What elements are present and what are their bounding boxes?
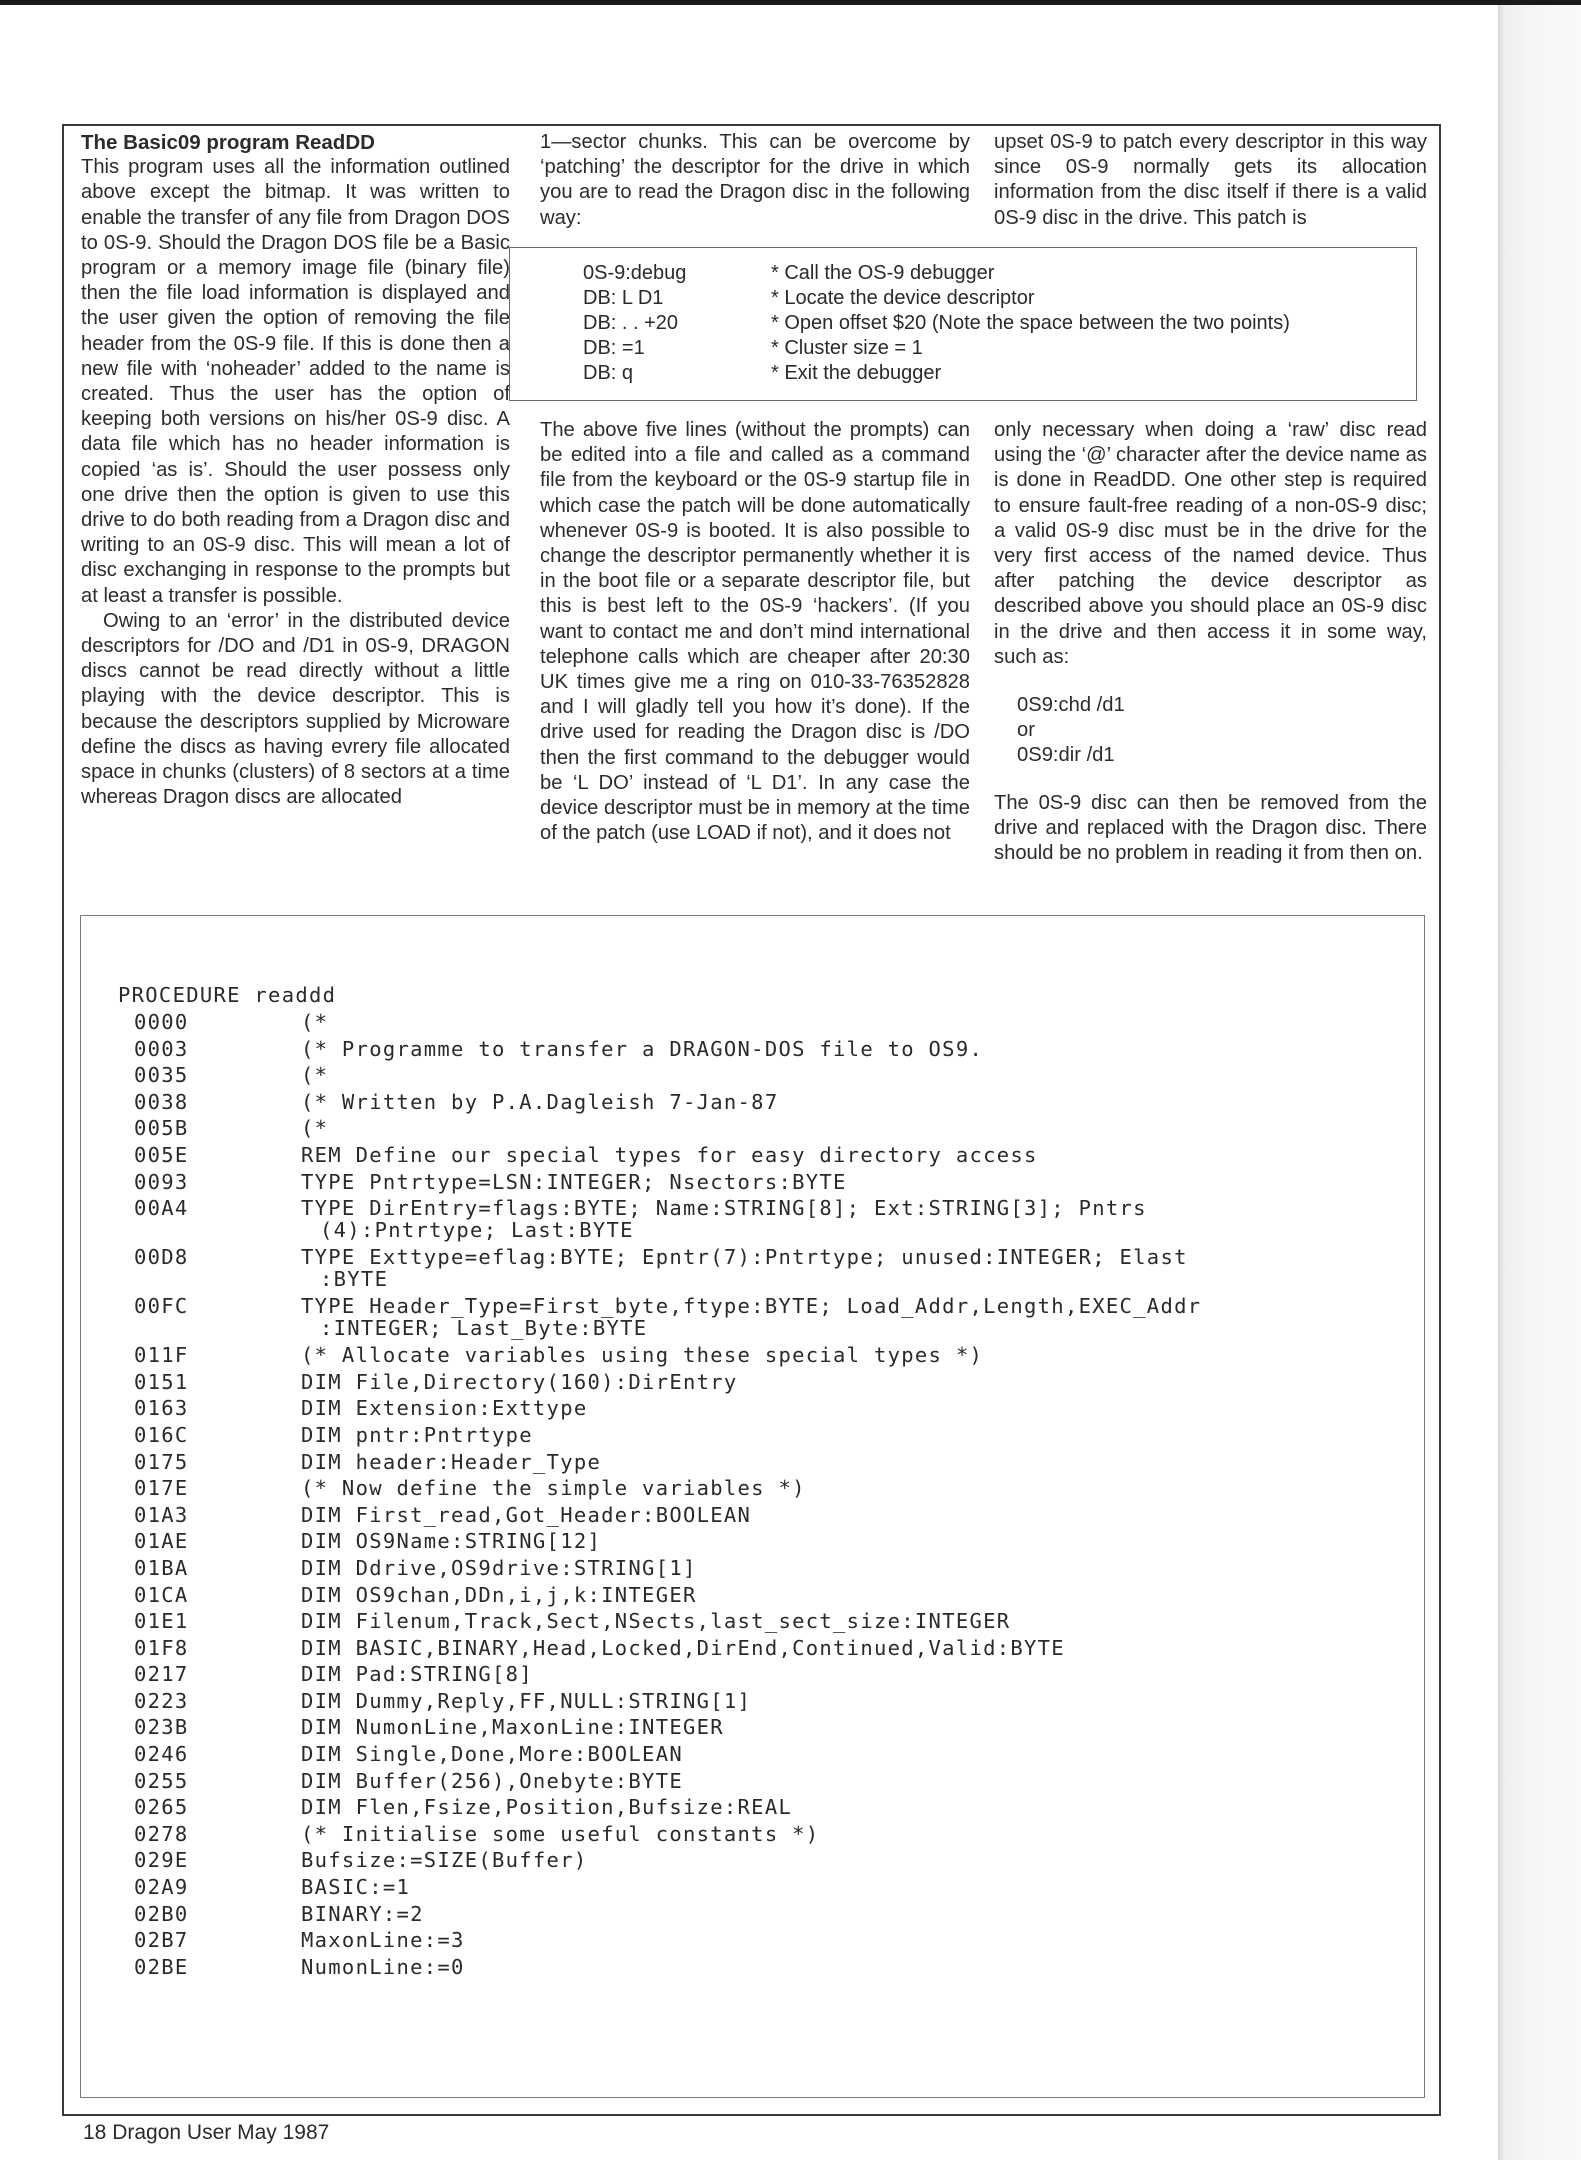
code-line bbox=[118, 1821, 1430, 1848]
debug-command: DB: =1 bbox=[583, 337, 645, 359]
paragraph: upset 0S-9 to patch every descriptor in this way since 0S-9 normally gets its allocation information from the disc itself if there is a valid 0S-9 disc in the drive. This patch is bbox=[994, 131, 1427, 229]
debug-comment: * Open offset $20 (Note the space between the two points) bbox=[771, 312, 1290, 334]
line-address: 017E bbox=[134, 1476, 189, 1501]
line-code: DIM NumonLine,MaxonLine:INTEGER bbox=[301, 1715, 724, 1740]
debug-row bbox=[510, 261, 1416, 286]
line-address: 01CA bbox=[134, 1582, 189, 1607]
code-line bbox=[118, 1475, 1430, 1502]
line-code: DIM Dummy,Reply,FF,NULL:STRING[1] bbox=[301, 1688, 752, 1713]
debug-command: 0S-9:debug bbox=[583, 262, 687, 284]
debug-comment: * Locate the device descriptor bbox=[771, 287, 1035, 309]
line-code: DIM OS9Name:STRING[12] bbox=[301, 1529, 602, 1554]
code-line bbox=[118, 1169, 1430, 1196]
line-address: 0265 bbox=[134, 1795, 189, 1820]
line-address: 0000 bbox=[134, 1010, 189, 1034]
code-line bbox=[118, 1369, 1430, 1396]
line-code: TYPE Header_Type=First_byte,ftype:BYTE; Load_Addr,Length,EXEC_Addr bbox=[301, 1294, 1202, 1319]
line-code: (* bbox=[301, 1116, 329, 1141]
code-line bbox=[118, 1901, 1430, 1928]
debug-row bbox=[510, 286, 1416, 311]
line-address: 023B bbox=[134, 1715, 189, 1740]
code-line bbox=[118, 1954, 1430, 1981]
line-code: (* bbox=[301, 1063, 329, 1088]
line-address: 011F bbox=[134, 1343, 189, 1368]
code-line bbox=[118, 1794, 1430, 1821]
line-code: BASIC:=1 bbox=[301, 1875, 411, 1900]
code-line bbox=[118, 1036, 1430, 1063]
line-address: 00A4 bbox=[134, 1196, 189, 1221]
line-code: (* bbox=[301, 1010, 329, 1034]
code-line bbox=[118, 1195, 1430, 1244]
line-address: 016C bbox=[134, 1422, 189, 1447]
debug-row bbox=[510, 361, 1416, 386]
line-code: DIM First_read,Got_Header:BOOLEAN bbox=[301, 1502, 752, 1527]
line-address: 01BA bbox=[134, 1555, 189, 1580]
line-address: 0151 bbox=[134, 1369, 189, 1394]
debug-comment: * Exit the debugger bbox=[771, 362, 942, 384]
code-line bbox=[118, 1661, 1430, 1688]
paragraph: Owing to an ‘error’ in the distributed device descriptors for /DO and /D1 in 0S-9, DRAGON discs cannot be read directly without a little playing with the device descriptor. This is because the descriptors supplied by Microware define the discs as having evrery file allocated space in chunks (clusters) of 8 sectors at a time whereas Dragon discs are allocated bbox=[81, 609, 510, 809]
line-code: (* Initialise some useful constants *) bbox=[301, 1821, 820, 1846]
column-2-bottom bbox=[540, 418, 970, 846]
line-code: DIM Buffer(256),Onebyte:BYTE bbox=[301, 1768, 683, 1793]
os9-command-examples bbox=[1017, 693, 1427, 769]
debug-command: DB: . . +20 bbox=[583, 312, 679, 334]
line-address: 0278 bbox=[134, 1821, 189, 1846]
paragraph: The 0S-9 disc can then be removed from the drive and replaced with the Dragon disc. There should be no problem in reading it from then on. bbox=[994, 791, 1427, 865]
line-address: 0255 bbox=[134, 1768, 189, 1793]
line-code: DIM Pad:STRING[8] bbox=[301, 1662, 533, 1687]
code-line bbox=[118, 1089, 1430, 1116]
code-line bbox=[118, 1062, 1430, 1089]
line-code: DIM File,Directory(160):DirEntry bbox=[301, 1369, 738, 1394]
line-address: 02BE bbox=[134, 1954, 189, 1979]
line-code: (* Programme to transfer a DRAGON-DOS file to OS9. bbox=[301, 1036, 984, 1061]
line-address: 0003 bbox=[134, 1036, 189, 1061]
line-code: DIM Flen,Fsize,Position,Bufsize:REAL bbox=[301, 1795, 793, 1820]
code-line bbox=[118, 1608, 1430, 1635]
line-code-continuation: (4):Pntrtype; Last:BYTE bbox=[320, 1218, 634, 1243]
column-3-bottom bbox=[994, 418, 1427, 866]
article-heading: The Basic09 program ReadDD bbox=[81, 131, 375, 154]
line-code-continuation: :INTEGER; Last_Byte:BYTE bbox=[320, 1316, 648, 1341]
code-line bbox=[118, 1714, 1430, 1741]
line-code: DIM pntr:Pntrtype bbox=[301, 1422, 533, 1447]
code-line bbox=[118, 1142, 1430, 1169]
debugger-commands-box bbox=[509, 247, 1417, 401]
line-address: 0175 bbox=[134, 1449, 189, 1474]
line-code: NumonLine:=0 bbox=[301, 1954, 465, 1979]
line-code: MaxonLine:=3 bbox=[301, 1928, 465, 1953]
code-line bbox=[118, 1555, 1430, 1582]
code-line bbox=[118, 1009, 1430, 1036]
debug-comment: * Call the OS-9 debugger bbox=[771, 262, 995, 284]
column-1 bbox=[81, 130, 510, 810]
paragraph: The above five lines (without the prompts) can be edited into a file and called as a command file from the keyboard or the 0S-9 startup file in which case the patch will be done automatically whenever 0S-9 is booted. It is also possible to change the descriptor permanently whether it is in the boot file or a separate descriptor file, but this is best left to the 0S-9 ‘hackers’. (If you want to contact me and don’t mind international telephone calls which are cheaper after 20:30 UK times give me a ring on 010-33-76352828 and I will gladly tell you how it’s done). If the drive used for reading the Dragon disc is /DO then the first command to the debugger would be ‘L DO’ instead of ‘L D1’. In any case the device descriptor must be in memory at the time of the patch (use LOAD if not), and it does not bbox=[540, 419, 970, 845]
code-line bbox=[118, 1528, 1430, 1555]
debug-command: DB: L D1 bbox=[583, 287, 664, 309]
procedure-header: PROCEDURE readdd bbox=[118, 983, 337, 1007]
line-code: REM Define our special types for easy directory access bbox=[301, 1142, 1038, 1167]
code-line bbox=[118, 1502, 1430, 1529]
column-2-top bbox=[540, 130, 970, 231]
line-code: TYPE DirEntry=flags:BYTE; Name:STRING[8]; Ext:STRING[3]; Pntrs bbox=[301, 1196, 1147, 1221]
line-code: BINARY:=2 bbox=[301, 1901, 424, 1926]
paragraph: only necessary when doing a ‘raw’ disc read using the ‘@’ character after the device name as is done in ReadDD. One other step is required to ensure fault-free reading of a non-0S-9 disc; a valid 0S-9 disc must be in the drive for the very first access of the named device. Thus after patching the device descriptor as described above you should place an 0S-9 disc in the drive and then access it in some way, such as: bbox=[994, 419, 1427, 668]
code-line bbox=[118, 1768, 1430, 1795]
line-address: 0093 bbox=[134, 1169, 189, 1194]
line-code: (* Now define the simple variables *) bbox=[301, 1476, 806, 1501]
line-address: 02B7 bbox=[134, 1928, 189, 1953]
line-code: DIM OS9chan,DDn,i,j,k:INTEGER bbox=[301, 1582, 697, 1607]
line-address: 0038 bbox=[134, 1089, 189, 1114]
code-line bbox=[118, 1874, 1430, 1901]
line-address: 0246 bbox=[134, 1742, 189, 1767]
line-code: TYPE Pntrtype=LSN:INTEGER; Nsectors:BYTE bbox=[301, 1169, 847, 1194]
code-line bbox=[118, 1927, 1430, 1954]
page-edge-shadow bbox=[1498, 5, 1581, 2160]
line-address: 0163 bbox=[134, 1396, 189, 1421]
code-listing bbox=[118, 982, 1430, 1980]
scan-top-edge bbox=[0, 0, 1581, 5]
line-address: 00D8 bbox=[134, 1245, 189, 1270]
os9-command: 0S9:chd /d1 bbox=[1017, 694, 1125, 717]
line-address: 01A3 bbox=[134, 1502, 189, 1527]
debug-command: DB: q bbox=[583, 362, 634, 384]
code-line bbox=[118, 1582, 1430, 1609]
code-line bbox=[118, 1293, 1430, 1342]
line-code: DIM Single,Done,More:BOOLEAN bbox=[301, 1742, 683, 1767]
line-address: 01E1 bbox=[134, 1609, 189, 1634]
line-address: 0217 bbox=[134, 1662, 189, 1687]
os9-command: 0S9:dir /d1 bbox=[1017, 744, 1115, 767]
line-address: 029E bbox=[134, 1848, 189, 1873]
paragraph: This program uses all the information outlined above except the bitmap. It was written to enable the transfer of any file from Dragon DOS to 0S-9. Should the Dragon DOS file be a Basic program or a memory image file (binary file) then the file load information is displayed and the user given the option of removing the file header from the 0S-9 file. If this is done then a new file with ‘noheader’ added to the name is created. Thus the user has the option of keeping both versions on his/her 0S-9 disc. A data file which has no header information is copied ‘as is’. Should the user possess only one drive then the option is given to use this drive to do both reading from a Dragon disc and writing to an 0S-9 disc. This will mean a lot of disc exchanging in response to the prompts but at least a transfer is possible. bbox=[81, 156, 510, 607]
line-code: DIM Ddrive,OS9drive:STRING[1] bbox=[301, 1555, 697, 1580]
code-line bbox=[118, 1342, 1430, 1369]
line-code: DIM header:Header_Type bbox=[301, 1449, 602, 1474]
line-code: Bufsize:=SIZE(Buffer) bbox=[301, 1848, 588, 1873]
os9-command-separator: or bbox=[1017, 719, 1035, 742]
code-line bbox=[118, 1395, 1430, 1422]
line-code: DIM Extension:Exttype bbox=[301, 1396, 588, 1421]
line-code: DIM BASIC,BINARY,Head,Locked,DirEnd,Continued,Valid:BYTE bbox=[301, 1635, 1065, 1660]
code-line bbox=[118, 1688, 1430, 1715]
line-address: 01F8 bbox=[134, 1635, 189, 1660]
line-address: 02B0 bbox=[134, 1901, 189, 1926]
line-code: (* Allocate variables using these special types *) bbox=[301, 1343, 984, 1368]
debug-row bbox=[510, 311, 1416, 336]
debug-comment: * Cluster size = 1 bbox=[771, 337, 923, 359]
line-address: 0223 bbox=[134, 1688, 189, 1713]
debug-row bbox=[510, 336, 1416, 361]
line-address: 0035 bbox=[134, 1063, 189, 1088]
line-address: 00FC bbox=[134, 1294, 189, 1319]
line-code: DIM Filenum,Track,Sect,NSects,last_sect_size:INTEGER bbox=[301, 1609, 1011, 1634]
code-line bbox=[118, 1847, 1430, 1874]
code-line bbox=[118, 1115, 1430, 1142]
line-code: TYPE Exttype=eflag:BYTE; Epntr(7):Pntrtype; unused:INTEGER; Elast bbox=[301, 1245, 1188, 1270]
code-line bbox=[118, 1741, 1430, 1768]
code-line bbox=[118, 1449, 1430, 1476]
line-address: 005B bbox=[134, 1116, 189, 1141]
column-3-top bbox=[994, 130, 1427, 231]
line-address: 01AE bbox=[134, 1529, 189, 1554]
line-code: (* Written by P.A.Dagleish 7-Jan-87 bbox=[301, 1089, 779, 1114]
paragraph: 1—sector chunks. This can be overcome by ‘patching’ the descriptor for the drive in which you are to read the Dragon disc in the following way: bbox=[540, 131, 970, 229]
line-address: 02A9 bbox=[134, 1875, 189, 1900]
page-footer: 18 Dragon User May 1987 bbox=[83, 2121, 330, 2144]
line-address: 005E bbox=[134, 1142, 189, 1167]
code-line bbox=[118, 1244, 1430, 1293]
code-line bbox=[118, 1422, 1430, 1449]
code-line bbox=[118, 1635, 1430, 1662]
line-code-continuation: :BYTE bbox=[320, 1267, 389, 1292]
